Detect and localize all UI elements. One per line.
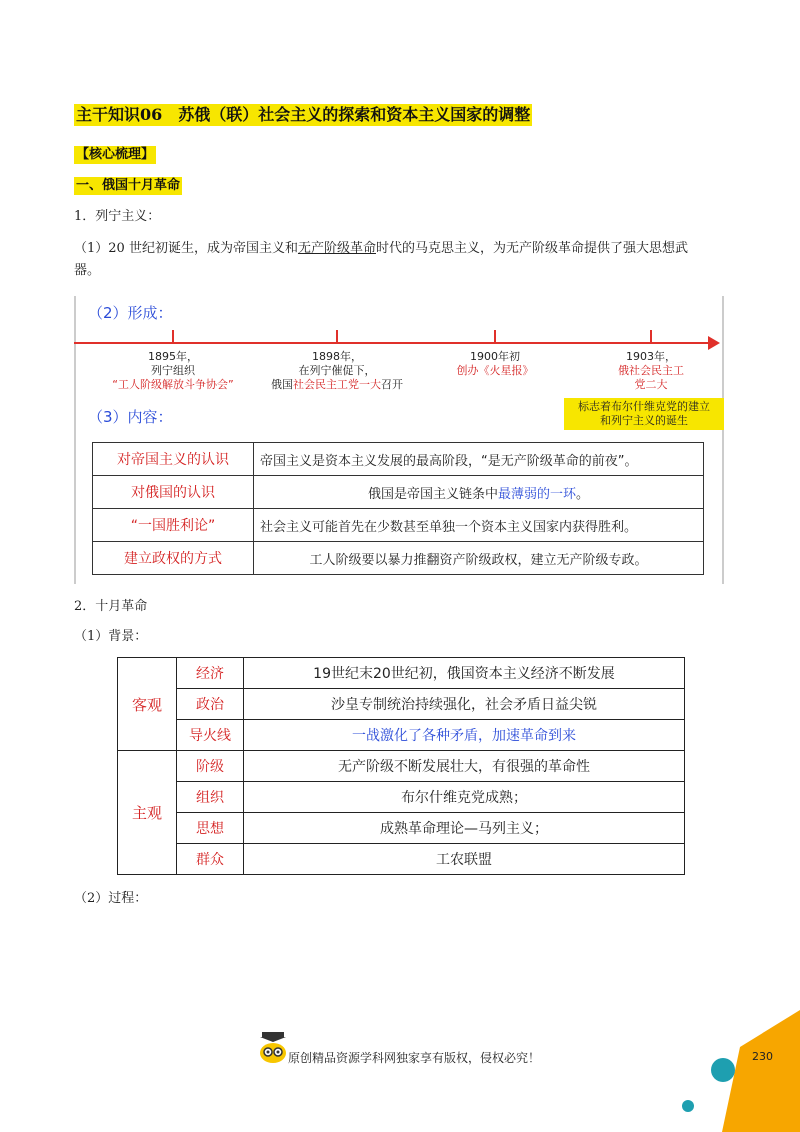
table-row: “一国胜利论” 社会主义可能首先在少数甚至单独一个资本主义国家内获得胜利。 [93, 509, 704, 542]
mascot-icon [258, 1030, 288, 1064]
table-row: 群众 工农联盟 [118, 844, 685, 875]
content-label: （3）内容： [88, 408, 173, 426]
section-heading: 一、俄国十月革命 [76, 178, 181, 193]
underlined-term: 无产阶级革命 [297, 241, 376, 256]
table-row: 主观 阶级 无产阶级不断发展壮大，有很强的革命性 [118, 751, 685, 782]
figure-border-left [74, 296, 76, 584]
table-row: 对帝国主义的认识 帝国主义是资本主义发展的最高阶段，“是无产阶级革命的前夜”。 [93, 443, 704, 476]
timeline-axis [74, 342, 710, 344]
table-row: 思想 成熟革命理论—马列主义； [118, 813, 685, 844]
page-number: 230 [752, 1050, 773, 1063]
paragraph-october-revolution: 2．十月革命 [74, 599, 148, 614]
category-objective: 客观 [118, 658, 177, 751]
leninism-figure [74, 296, 724, 584]
corner-decoration [680, 1002, 800, 1132]
timeline-tick [172, 330, 174, 344]
figure-border-right [722, 296, 724, 584]
copyright-footer: 原创精品资源学科网独家享有版权，侵权必究！ [288, 1051, 541, 1065]
timeline-event-1900: 1900年初 创办《火星报》 [456, 350, 534, 377]
paragraph-process: （2）过程： [74, 891, 148, 906]
timeline-event-1898: 1898年， 在列宁催促下， 俄国社会民主工党一大召开 [271, 350, 403, 391]
paragraph-background: （1）背景： [74, 629, 148, 644]
table-row: 政治 沙皇专制统治持续强化，社会矛盾日益尖锐 [118, 689, 685, 720]
timeline-tick [336, 330, 338, 344]
paragraph-leninism-detail: （1）20 世纪初诞生，成为帝国主义和无产阶级革命时代的马克思主义，为无产阶级革命提供了强大思想武 器。 [74, 241, 688, 278]
background-table [117, 657, 685, 875]
timeline-event-1895: 1895年， 列宁组织 “工人阶级解放斗争协会” [112, 350, 234, 391]
paragraph-leninism: 1．列宁主义： [74, 209, 161, 224]
leninism-content-table [92, 442, 704, 575]
category-subjective: 主观 [118, 751, 177, 875]
formation-label: （2）形成： [88, 304, 173, 322]
timeline-tick [494, 330, 496, 344]
table-row: 导火线 一战激化了各种矛盾，加速革命到来 [118, 720, 685, 751]
timeline-arrow-icon [708, 336, 720, 350]
table-row: 组织 布尔什维克党成熟； [118, 782, 685, 813]
timeline-event-1903: 1903年， 俄社会民主工 党二大 [618, 350, 684, 391]
table-row: 客观 经济 19世纪末20世纪初，俄国资本主义经济不断发展 [118, 658, 685, 689]
core-summary-tag: 【核心梳理】 [76, 147, 155, 162]
table-row: 建立政权的方式 工人阶级要以暴力推翻资产阶级政权，建立无产阶级专政。 [93, 542, 704, 575]
main-title: 主干知识06 苏俄（联）社会主义的探索和资本主义国家的调整 [76, 105, 531, 124]
table-row: 对俄国的认识 俄国是帝国主义链条中最薄弱的一环。 [93, 476, 704, 509]
timeline-tick [650, 330, 652, 344]
timeline-note: 标志着布尔什维克党的建立 和列宁主义的诞生 [564, 398, 724, 430]
